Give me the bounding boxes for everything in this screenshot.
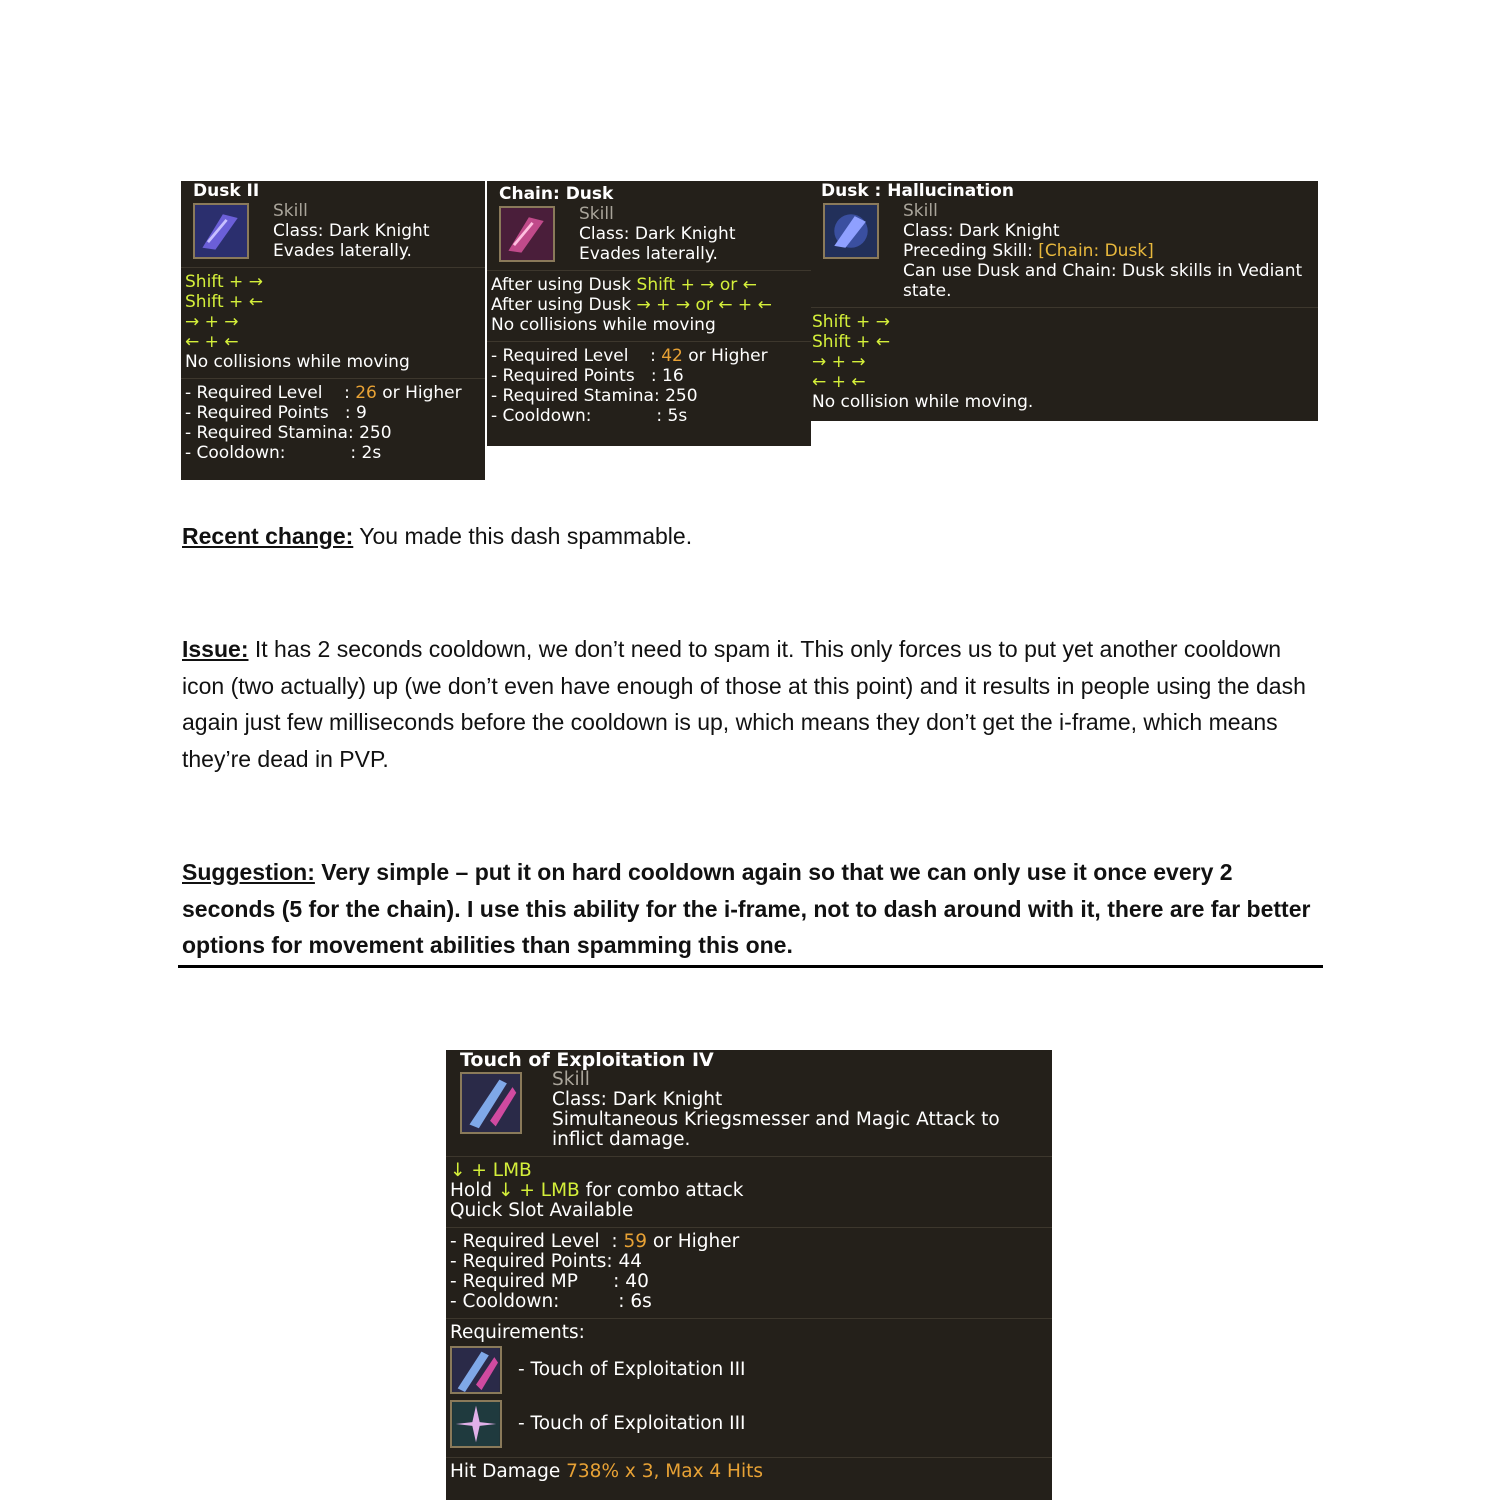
- divider: [811, 307, 1318, 308]
- skill-chain-dusk-icon: [499, 206, 555, 262]
- recent-change-paragraph: [182, 518, 1322, 555]
- suggestion-paragraph: [182, 854, 1322, 964]
- control-line: Shift + →: [812, 312, 890, 332]
- stat-row: - Required Points : 16: [491, 366, 684, 386]
- divider: [446, 1156, 1052, 1157]
- tooltip-touch-of-exploitation: [446, 1050, 1052, 1500]
- skill-touch-icon: [460, 1072, 522, 1134]
- stat-row: - Required Stamina: 250: [491, 386, 698, 406]
- divider: [487, 270, 811, 271]
- requirement-text: - Touch of Exploitation III: [518, 1413, 746, 1434]
- divider: [181, 378, 485, 379]
- skill-type: Skill: [903, 201, 938, 221]
- stat-row: - Required MP : 40: [450, 1271, 649, 1292]
- requirement-item: [450, 1343, 1048, 1397]
- stat-row: - Required Level : 42 or Higher: [491, 346, 768, 366]
- tooltip-title: Touch of Exploitation IV: [460, 1050, 714, 1071]
- skill-dusk-icon: [193, 203, 249, 259]
- divider: [446, 1457, 1052, 1458]
- skill-class: Class: Dark Knight: [273, 221, 430, 241]
- control-line: Hold ↓ + LMB for combo attack: [450, 1180, 744, 1201]
- skill-note: No collisions while moving: [491, 315, 716, 335]
- quick-slot-note: Quick Slot Available: [450, 1200, 634, 1221]
- skill-type: Skill: [579, 204, 614, 224]
- skill-class: Class: Dark Knight: [903, 221, 1060, 241]
- requirement-text: - Touch of Exploitation III: [518, 1359, 746, 1380]
- horizontal-rule: [178, 965, 1323, 968]
- control-line: → + →: [185, 312, 239, 332]
- skill-hallucination-icon: [823, 203, 879, 259]
- control-line: ↓ + LMB: [450, 1160, 532, 1181]
- suggestion-text: Very simple – put it on hard cooldown again so that we can only use it once every 2 seconds (5 for the chain). I use this ability for the i-frame, not to dash around with it, there are far better options for movement abilities than spamming this one.: [182, 859, 1311, 958]
- requirement-item: [450, 1397, 1048, 1451]
- divider: [446, 1227, 1052, 1228]
- skill-desc: Evades laterally.: [273, 241, 412, 261]
- control-line: Shift + ←: [812, 332, 890, 352]
- stat-row: - Required Points : 9: [185, 403, 367, 423]
- recent-change-text: You made this dash spammable.: [353, 523, 693, 549]
- tooltip-chain-dusk: [487, 181, 811, 446]
- touch-of-exploitation-iii-alt-icon: [450, 1400, 502, 1448]
- skill-note: No collisions while moving: [185, 352, 410, 372]
- tooltip-title: Dusk : Hallucination: [821, 181, 1014, 201]
- control-line: ← + ←: [812, 372, 866, 392]
- stat-row: - Required Stamina: 250: [185, 423, 392, 443]
- skill-type: Skill: [273, 201, 308, 221]
- skill-class: Class: Dark Knight: [552, 1089, 723, 1110]
- skill-type: Skill: [552, 1069, 590, 1090]
- tooltip-title: Dusk II: [193, 181, 260, 201]
- divider: [181, 267, 485, 268]
- tooltip-dusk-ii: [181, 181, 485, 480]
- stat-row: - Cooldown: : 5s: [491, 406, 688, 426]
- control-line: After using Dusk → + → or ← + ←: [491, 295, 772, 315]
- requirements-label: Requirements:: [450, 1322, 585, 1343]
- preceding-skill: Preceding Skill: [Chain: Dusk]: [903, 241, 1154, 261]
- control-line: After using Dusk Shift + → or ←: [491, 275, 757, 295]
- stat-row: - Required Points: 44: [450, 1251, 643, 1272]
- issue-paragraph: [182, 631, 1322, 777]
- tooltip-dusk-hallucination: [811, 181, 1318, 421]
- skill-desc: Simultaneous Kriegsmesser and Magic Attack to inflict damage.: [552, 1109, 1000, 1150]
- hit-damage-row: Hit Damage 738% x 3, Max 4 Hits: [450, 1461, 763, 1482]
- skill-desc: Can use Dusk and Chain: Dusk skills in Vediant state.: [903, 261, 1303, 301]
- divider: [487, 341, 811, 342]
- recent-change-label: Recent change:: [182, 523, 354, 549]
- control-line: Shift + →: [185, 272, 263, 292]
- divider: [446, 1318, 1052, 1319]
- touch-of-exploitation-iii-icon: [450, 1346, 502, 1394]
- control-line: Shift + ←: [185, 292, 263, 312]
- issue-label: Issue:: [182, 636, 249, 662]
- skill-desc: Evades laterally.: [579, 244, 718, 264]
- stat-row: - Cooldown: : 2s: [185, 443, 382, 463]
- stat-row: - Cooldown: : 6s: [450, 1291, 652, 1312]
- skill-note: No collision while moving.: [812, 392, 1034, 412]
- suggestion-label: Suggestion:: [182, 859, 315, 885]
- control-line: → + →: [812, 352, 866, 372]
- issue-text: It has 2 seconds cooldown, we don’t need to spam it. This only forces us to put yet another cooldown icon (two actually) up (we don’t even have enough of those at this point) and it results in people using the dash again just few milliseconds before the cooldown is up, which means they don’t get the i-frame, which means they’re dead in PVP.: [182, 636, 1306, 772]
- skill-class: Class: Dark Knight: [579, 224, 736, 244]
- stat-row: - Required Level : 59 or Higher: [450, 1231, 740, 1252]
- control-line: ← + ←: [185, 332, 239, 352]
- tooltip-title: Chain: Dusk: [499, 184, 614, 204]
- stat-row: - Required Level : 26 or Higher: [185, 383, 462, 403]
